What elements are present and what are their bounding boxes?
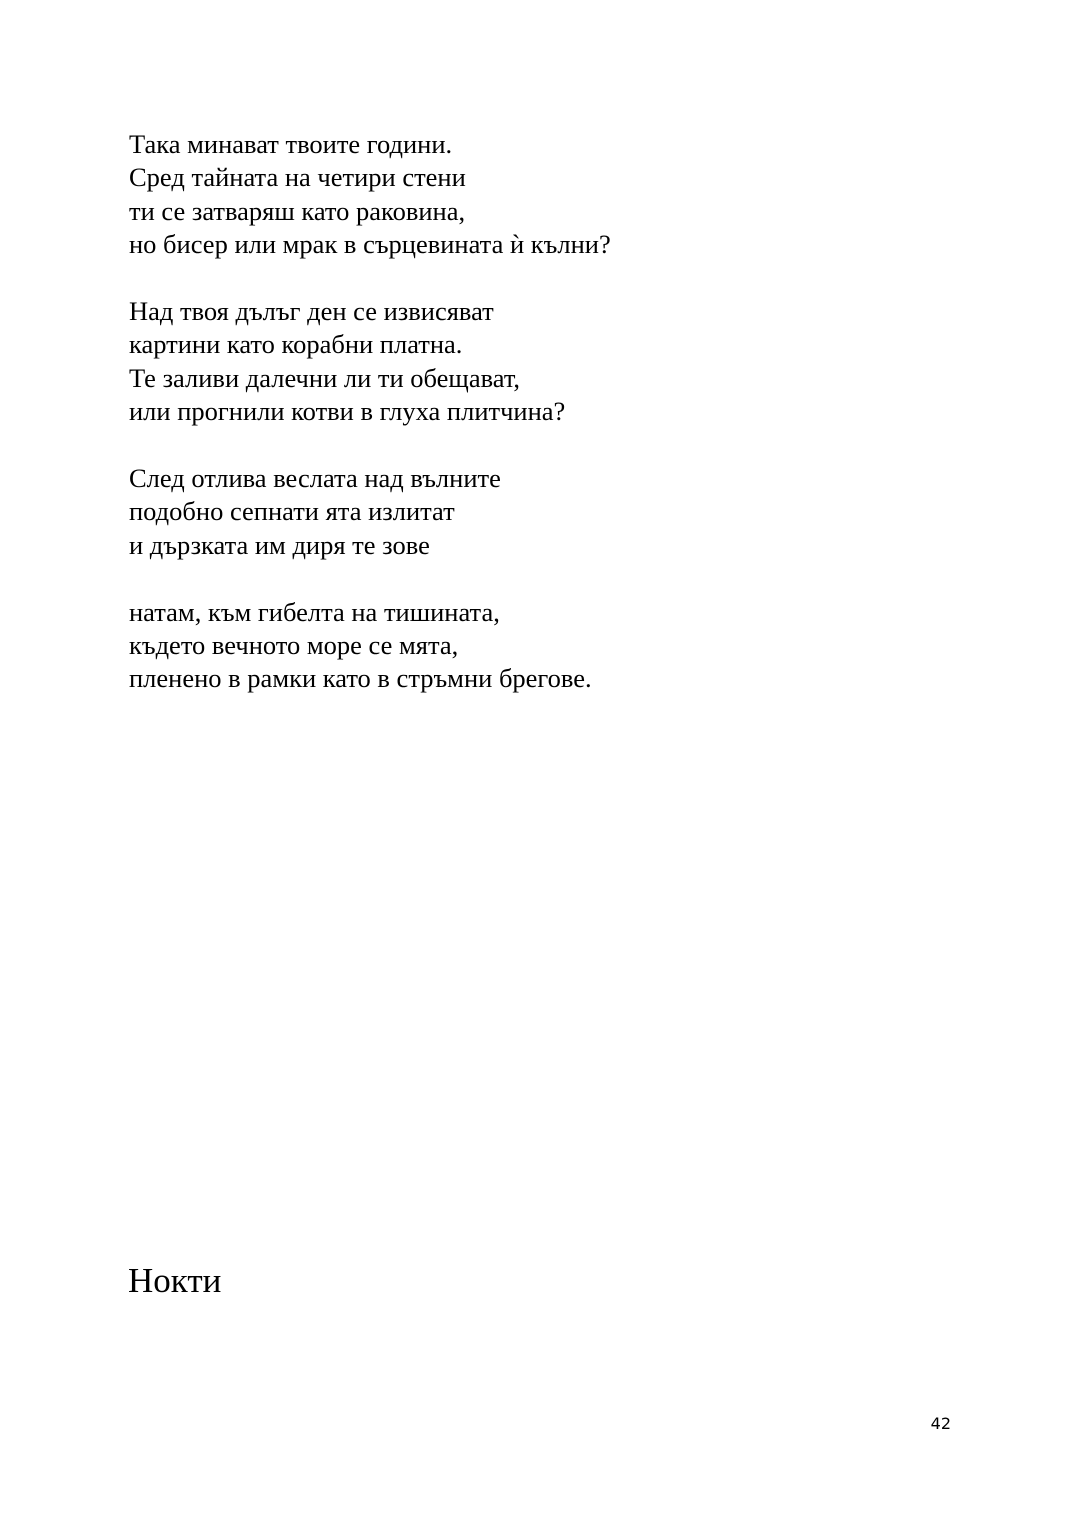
poem-line: натам, към гибелта на тишината, [129, 596, 500, 627]
poem-body [129, 128, 989, 729]
poem-line: След отлива веслата над вълните [129, 463, 501, 494]
poem-line: Те заливи далечни ли ти обещават, [129, 362, 521, 393]
stanza-4 [129, 596, 989, 696]
poem-line: където вечното море се мята, [129, 630, 459, 661]
poem-line: картини като корабни платна. [129, 329, 463, 360]
stanza-3 [129, 462, 989, 562]
poem-line: но бисер или мрак в сърцевината ѝ кълни? [129, 229, 611, 260]
poem-line: Така минават твоите години. [129, 129, 453, 159]
poem-line: подобно сепнати ята излитат [129, 496, 455, 527]
poem-line: и дързката им диря те зове [129, 529, 430, 560]
poem-line: Над твоя дълъг ден се извисяват [129, 296, 494, 327]
poem-line: Сред тайната на четири стени [129, 162, 466, 193]
stanza-1 [129, 128, 989, 262]
next-poem-title: Нокти [128, 1261, 222, 1300]
page-number: 42 [930, 1414, 951, 1433]
poem-line: или прогнили котви в глуха плитчина? [129, 396, 566, 427]
stanza-2 [129, 295, 989, 429]
poem-line: ти се затваряш като раковина, [129, 195, 466, 226]
poem-line: пленено в рамки като в стръмни брегове. [129, 663, 592, 694]
